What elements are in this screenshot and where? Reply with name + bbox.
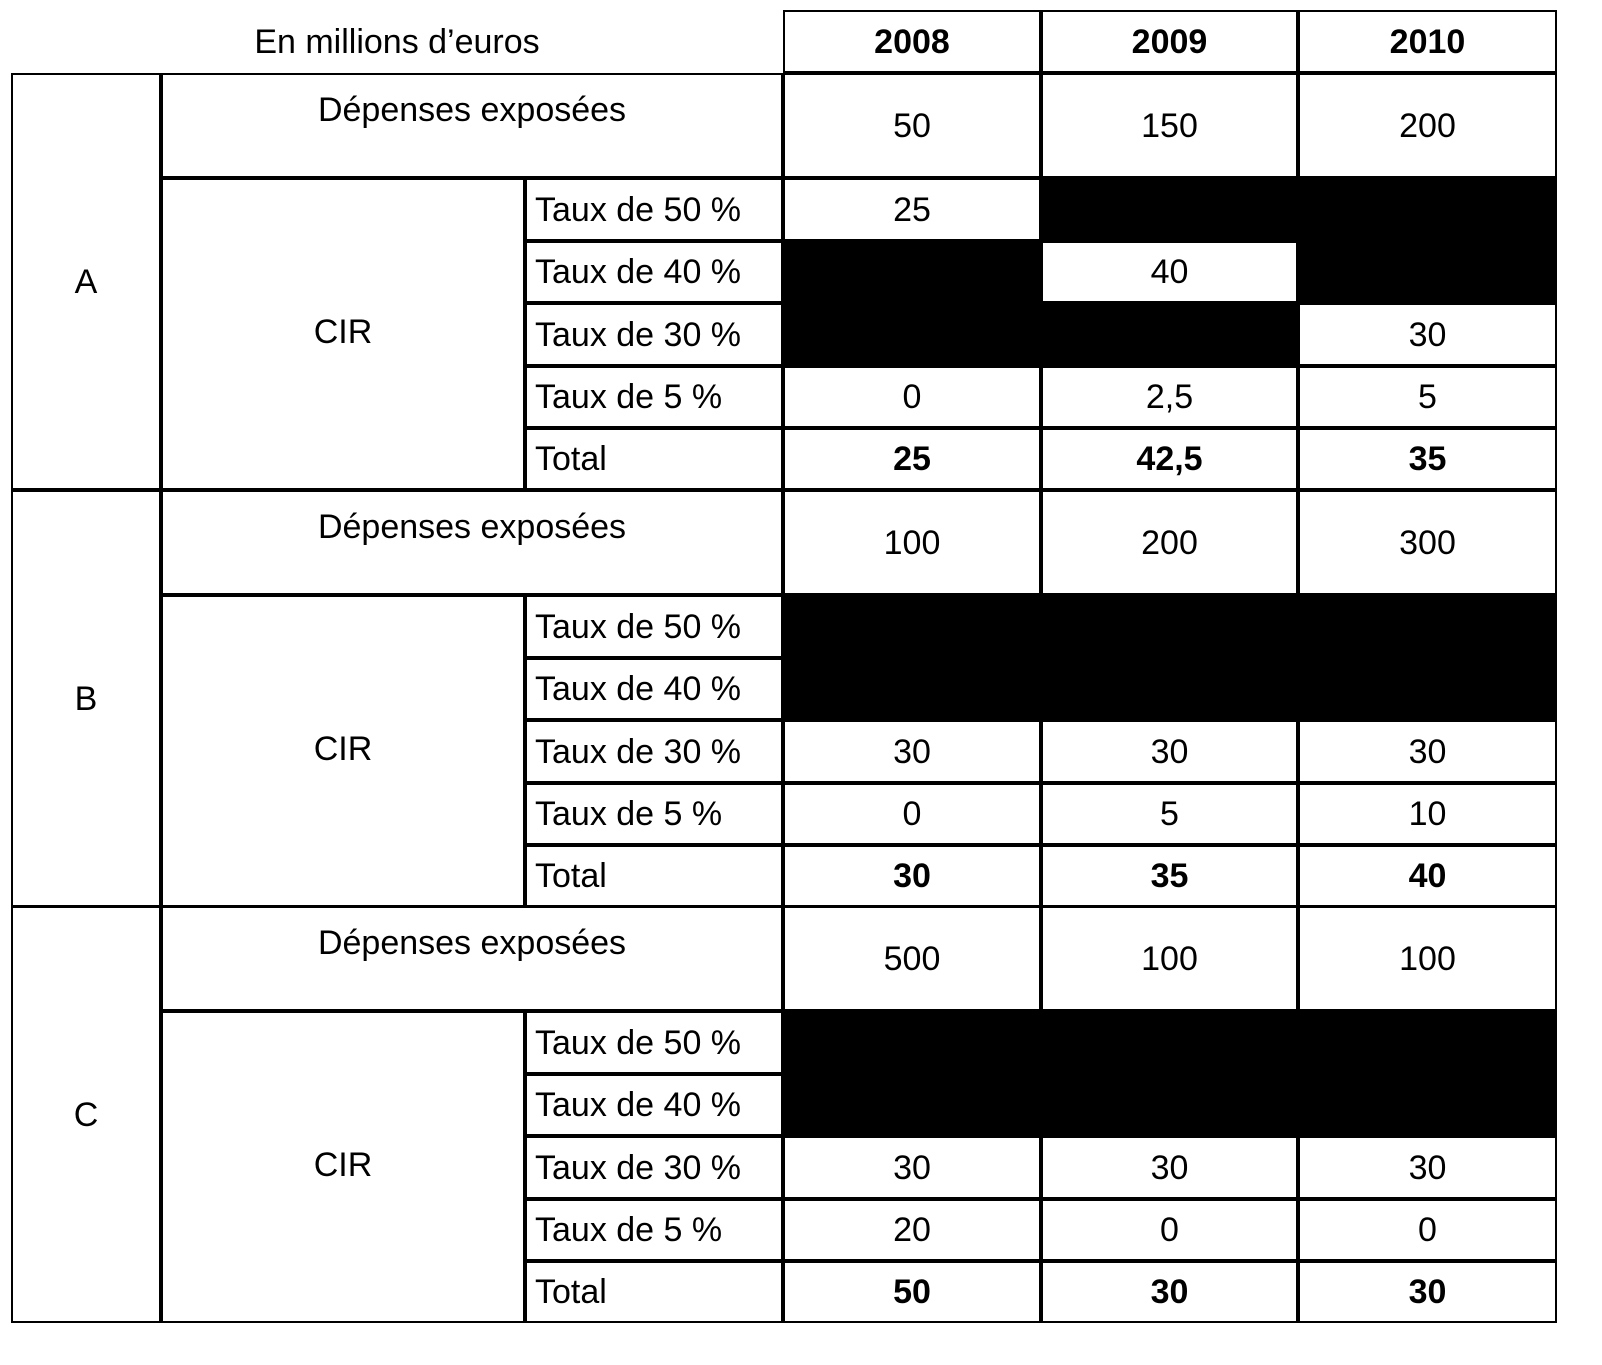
expenses-label: Dépenses exposées	[161, 73, 783, 178]
not-applicable-cell	[1041, 178, 1298, 241]
not-applicable-cell	[1041, 303, 1298, 366]
not-applicable-cell	[783, 1011, 1041, 1074]
year-header: 2008	[783, 10, 1041, 73]
not-applicable-cell	[1298, 241, 1557, 303]
rate-value: 40	[1041, 241, 1298, 303]
rate-label: Taux de 50 %	[525, 1011, 783, 1074]
unit-label: En millions d’euros	[254, 22, 540, 61]
expenses-value: 100	[1298, 906, 1557, 1011]
not-applicable-cell	[783, 595, 1041, 658]
rate-value: 5	[1298, 366, 1557, 428]
rate-value: 0	[783, 366, 1041, 428]
total-label: Total	[525, 1261, 783, 1323]
rate-value: 30	[1298, 720, 1557, 783]
group-label: B	[11, 490, 161, 907]
group-label: A	[11, 73, 161, 490]
not-applicable-cell	[783, 241, 1041, 303]
expenses-value: 200	[1298, 73, 1557, 178]
not-applicable-cell	[783, 658, 1041, 720]
expenses-value: 100	[783, 490, 1041, 595]
total-value: 30	[1041, 1261, 1298, 1323]
not-applicable-cell	[783, 1074, 1041, 1136]
year-header: 2010	[1298, 10, 1557, 73]
not-applicable-cell	[1298, 178, 1557, 241]
expenses-value: 100	[1041, 906, 1298, 1011]
total-label: Total	[525, 428, 783, 490]
rate-value: 0	[1298, 1199, 1557, 1261]
total-label: Total	[525, 845, 783, 907]
rate-label: Taux de 30 %	[525, 720, 783, 783]
rate-value: 30	[1298, 303, 1557, 366]
total-value: 30	[1298, 1261, 1557, 1323]
rate-value: 20	[783, 1199, 1041, 1261]
not-applicable-cell	[1041, 595, 1298, 658]
rate-label: Taux de 40 %	[525, 658, 783, 720]
rate-label: Taux de 50 %	[525, 178, 783, 241]
not-applicable-cell	[1041, 1011, 1298, 1074]
not-applicable-cell	[1041, 658, 1298, 720]
rate-label: Taux de 5 %	[525, 366, 783, 428]
expenses-value: 300	[1298, 490, 1557, 595]
expenses-value: 500	[783, 906, 1041, 1011]
rate-label: Taux de 40 %	[525, 241, 783, 303]
not-applicable-cell	[1298, 1074, 1557, 1136]
total-value: 42,5	[1041, 428, 1298, 490]
rate-value: 30	[783, 1136, 1041, 1199]
rate-value: 30	[1298, 1136, 1557, 1199]
rate-value: 0	[783, 783, 1041, 845]
rate-label: Taux de 40 %	[525, 1074, 783, 1136]
expenses-value: 150	[1041, 73, 1298, 178]
rate-value: 30	[1041, 1136, 1298, 1199]
rate-value: 30	[783, 720, 1041, 783]
rate-value: 25	[783, 178, 1041, 241]
total-value: 30	[783, 845, 1041, 907]
rate-label: Taux de 50 %	[525, 595, 783, 658]
rate-value: 0	[1041, 1199, 1298, 1261]
cir-label: CIR	[161, 178, 525, 490]
rate-label: Taux de 30 %	[525, 1136, 783, 1199]
rate-label: Taux de 5 %	[525, 783, 783, 845]
total-value: 50	[783, 1261, 1041, 1323]
rate-label: Taux de 30 %	[525, 303, 783, 366]
not-applicable-cell	[783, 303, 1041, 366]
rate-value: 10	[1298, 783, 1557, 845]
rate-label: Taux de 5 %	[525, 1199, 783, 1261]
cir-label: CIR	[161, 595, 525, 907]
group-label: C	[11, 906, 161, 1323]
rate-value: 30	[1041, 720, 1298, 783]
expenses-value: 50	[783, 73, 1041, 178]
expenses-label: Dépenses exposées	[161, 490, 783, 595]
not-applicable-cell	[1298, 595, 1557, 658]
total-value: 40	[1298, 845, 1557, 907]
expenses-label: Dépenses exposées	[161, 906, 783, 1011]
total-value: 25	[783, 428, 1041, 490]
rate-value: 2,5	[1041, 366, 1298, 428]
not-applicable-cell	[1298, 658, 1557, 720]
not-applicable-cell	[1298, 1011, 1557, 1074]
cir-label: CIR	[161, 1011, 525, 1323]
total-value: 35	[1298, 428, 1557, 490]
year-header: 2009	[1041, 10, 1298, 73]
expenses-value: 200	[1041, 490, 1298, 595]
rate-value: 5	[1041, 783, 1298, 845]
total-value: 35	[1041, 845, 1298, 907]
not-applicable-cell	[1041, 1074, 1298, 1136]
